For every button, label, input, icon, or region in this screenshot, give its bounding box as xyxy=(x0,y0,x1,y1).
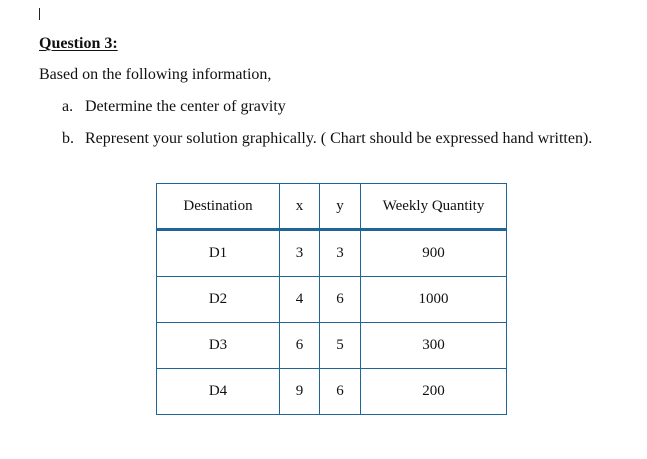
cell-destination: D4 xyxy=(157,369,280,415)
list-item-b xyxy=(62,129,622,173)
cell-y: 6 xyxy=(320,277,361,323)
table-row xyxy=(157,369,507,415)
intro-text: Based on the following information, xyxy=(39,66,272,83)
cell-y: 5 xyxy=(320,323,361,369)
list-marker: a. xyxy=(62,98,74,115)
text-cursor xyxy=(39,8,40,20)
header-weekly-quantity: Weekly Quantity xyxy=(361,184,507,230)
cell-x: 9 xyxy=(280,369,320,415)
list-marker: b. xyxy=(62,130,74,147)
table-row xyxy=(157,323,507,369)
cell-weekly-quantity: 900 xyxy=(361,230,507,277)
header-y: y xyxy=(320,184,361,230)
cell-y: 6 xyxy=(320,369,361,415)
cell-x: 4 xyxy=(280,277,320,323)
table-row xyxy=(157,230,507,277)
cell-weekly-quantity: 1000 xyxy=(361,277,507,323)
list-item-text: Represent your solution graphically. ( Chart should be expressed hand written). xyxy=(85,130,593,147)
table-row xyxy=(157,277,507,323)
table-header-row xyxy=(157,184,507,230)
list-item-a xyxy=(62,97,622,119)
list-item-text: Determine the center of gravity xyxy=(85,98,286,115)
destinations-table xyxy=(156,183,507,415)
cell-x: 3 xyxy=(280,230,320,277)
cell-x: 6 xyxy=(280,323,320,369)
cell-weekly-quantity: 200 xyxy=(361,369,507,415)
question-title: Question 3: xyxy=(39,35,118,52)
header-x: x xyxy=(280,184,320,230)
header-destination: Destination xyxy=(157,184,280,230)
cell-destination: D3 xyxy=(157,323,280,369)
cell-destination: D2 xyxy=(157,277,280,323)
cell-y: 3 xyxy=(320,230,361,277)
cell-destination: D1 xyxy=(157,230,280,277)
cell-weekly-quantity: 300 xyxy=(361,323,507,369)
